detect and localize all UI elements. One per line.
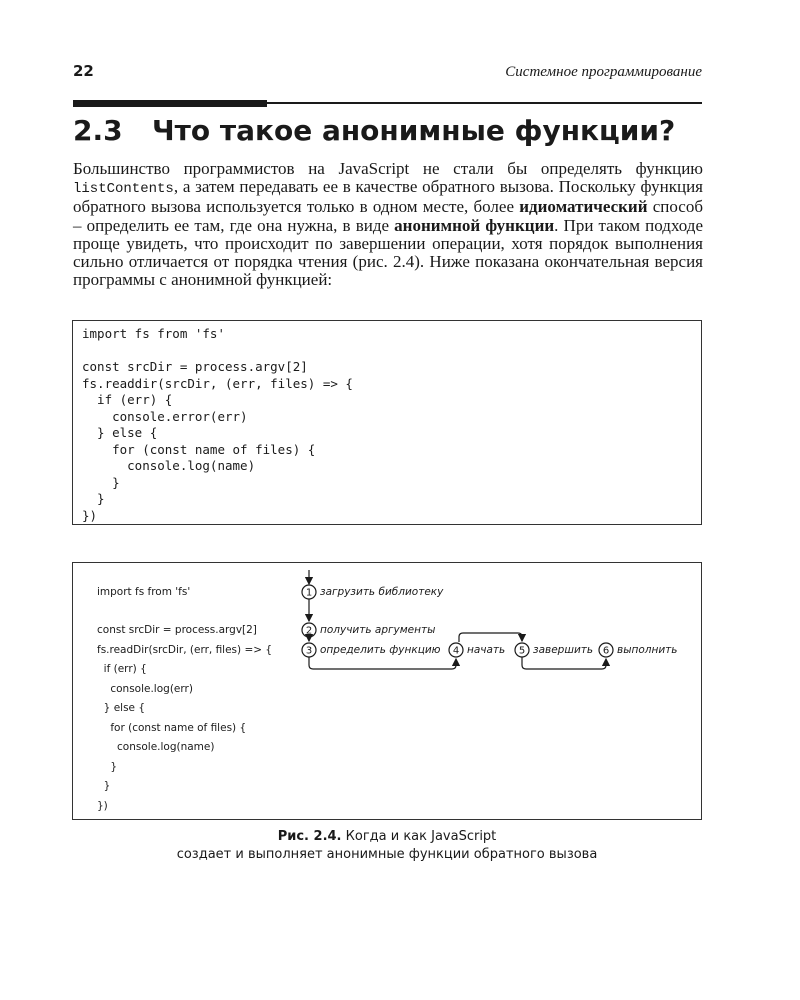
figure-code-line: })	[97, 800, 108, 812]
inline-code-listcontents: listContents	[73, 181, 174, 198]
intro-text-2: , а затем передавать ее в качестве обратного вызова. Поскольку функция обратного вызова используется только в одном месте, более	[73, 177, 703, 217]
step-3-label: определить функцию	[320, 644, 441, 656]
term-anonymous-function: анонимной функции	[394, 215, 555, 235]
step-5-label: завершить	[533, 644, 594, 656]
code-listing: import fs from 'fs' const srcDir = process.argv[2] fs.readdir(srcDir, (err, files) => { if (err) { console.error(err) } else { for (const name of files) { console.log(name) } } })	[82, 326, 353, 523]
intro-text-3: способ – определить ее там, где она нужна, в виде	[73, 197, 703, 235]
step-1-number: 1	[305, 587, 313, 599]
step-6-number: 6	[602, 645, 610, 657]
step-1-label: загрузить библиотеку	[320, 586, 444, 598]
step-4-number: 4	[452, 645, 460, 657]
page-number: 22	[73, 62, 94, 80]
figure-code-line: for (const name of files) {	[97, 722, 247, 734]
step-6-label: выполнить	[617, 644, 678, 656]
figure-code-line: console.log(err)	[97, 683, 193, 695]
step-5-number: 5	[518, 645, 526, 657]
caption-line-1	[72, 828, 702, 846]
intro-text-4: . При таком подходе проще увидеть, что происходит по завершении операции, хотя порядок выполнения сильно отличается от порядка чтения (рис. 2.4). Ниже показана окончательная версия программы с анонимной функцией:	[73, 215, 703, 290]
caption-label: Рис. 2.4.	[277, 829, 342, 844]
figure-code-line: fs.readDir(srcDir, (err, files) => {	[97, 644, 273, 656]
running-head: Системное программирование	[505, 64, 702, 80]
figure-code-line: } else {	[97, 702, 146, 714]
intro-text-1: Большинство программистов на JavaScript не стали бы определять функцию	[73, 159, 703, 178]
step-2-number: 2	[305, 625, 313, 637]
figure-code-line: const srcDir = process.argv[2]	[97, 624, 257, 636]
caption-line-2: создает и выполняет анонимные функции обратного вызова	[176, 847, 598, 862]
step-3-number: 3	[305, 645, 313, 657]
term-idiomatic: идиоматический	[519, 197, 648, 217]
figure-code-line: if (err) {	[97, 663, 147, 675]
section-title: Что такое анонимные функции?	[152, 114, 676, 147]
figure-caption	[72, 828, 702, 864]
figure-code-line: }	[97, 761, 118, 773]
arrow-5-6	[522, 657, 606, 669]
figure-code-line: import fs from 'fs'	[97, 586, 191, 598]
section-number: 2.3	[73, 114, 123, 147]
caption-text-1: Когда и как JavaScript	[341, 829, 497, 844]
step-4-label: начать	[467, 644, 506, 656]
figure-code-line: }	[97, 780, 111, 792]
step-2-label: получить аргументы	[320, 624, 436, 636]
arrow-3-4	[309, 657, 456, 669]
figure-code-line: console.log(name)	[97, 741, 215, 753]
arrow-4-5	[459, 633, 522, 642]
